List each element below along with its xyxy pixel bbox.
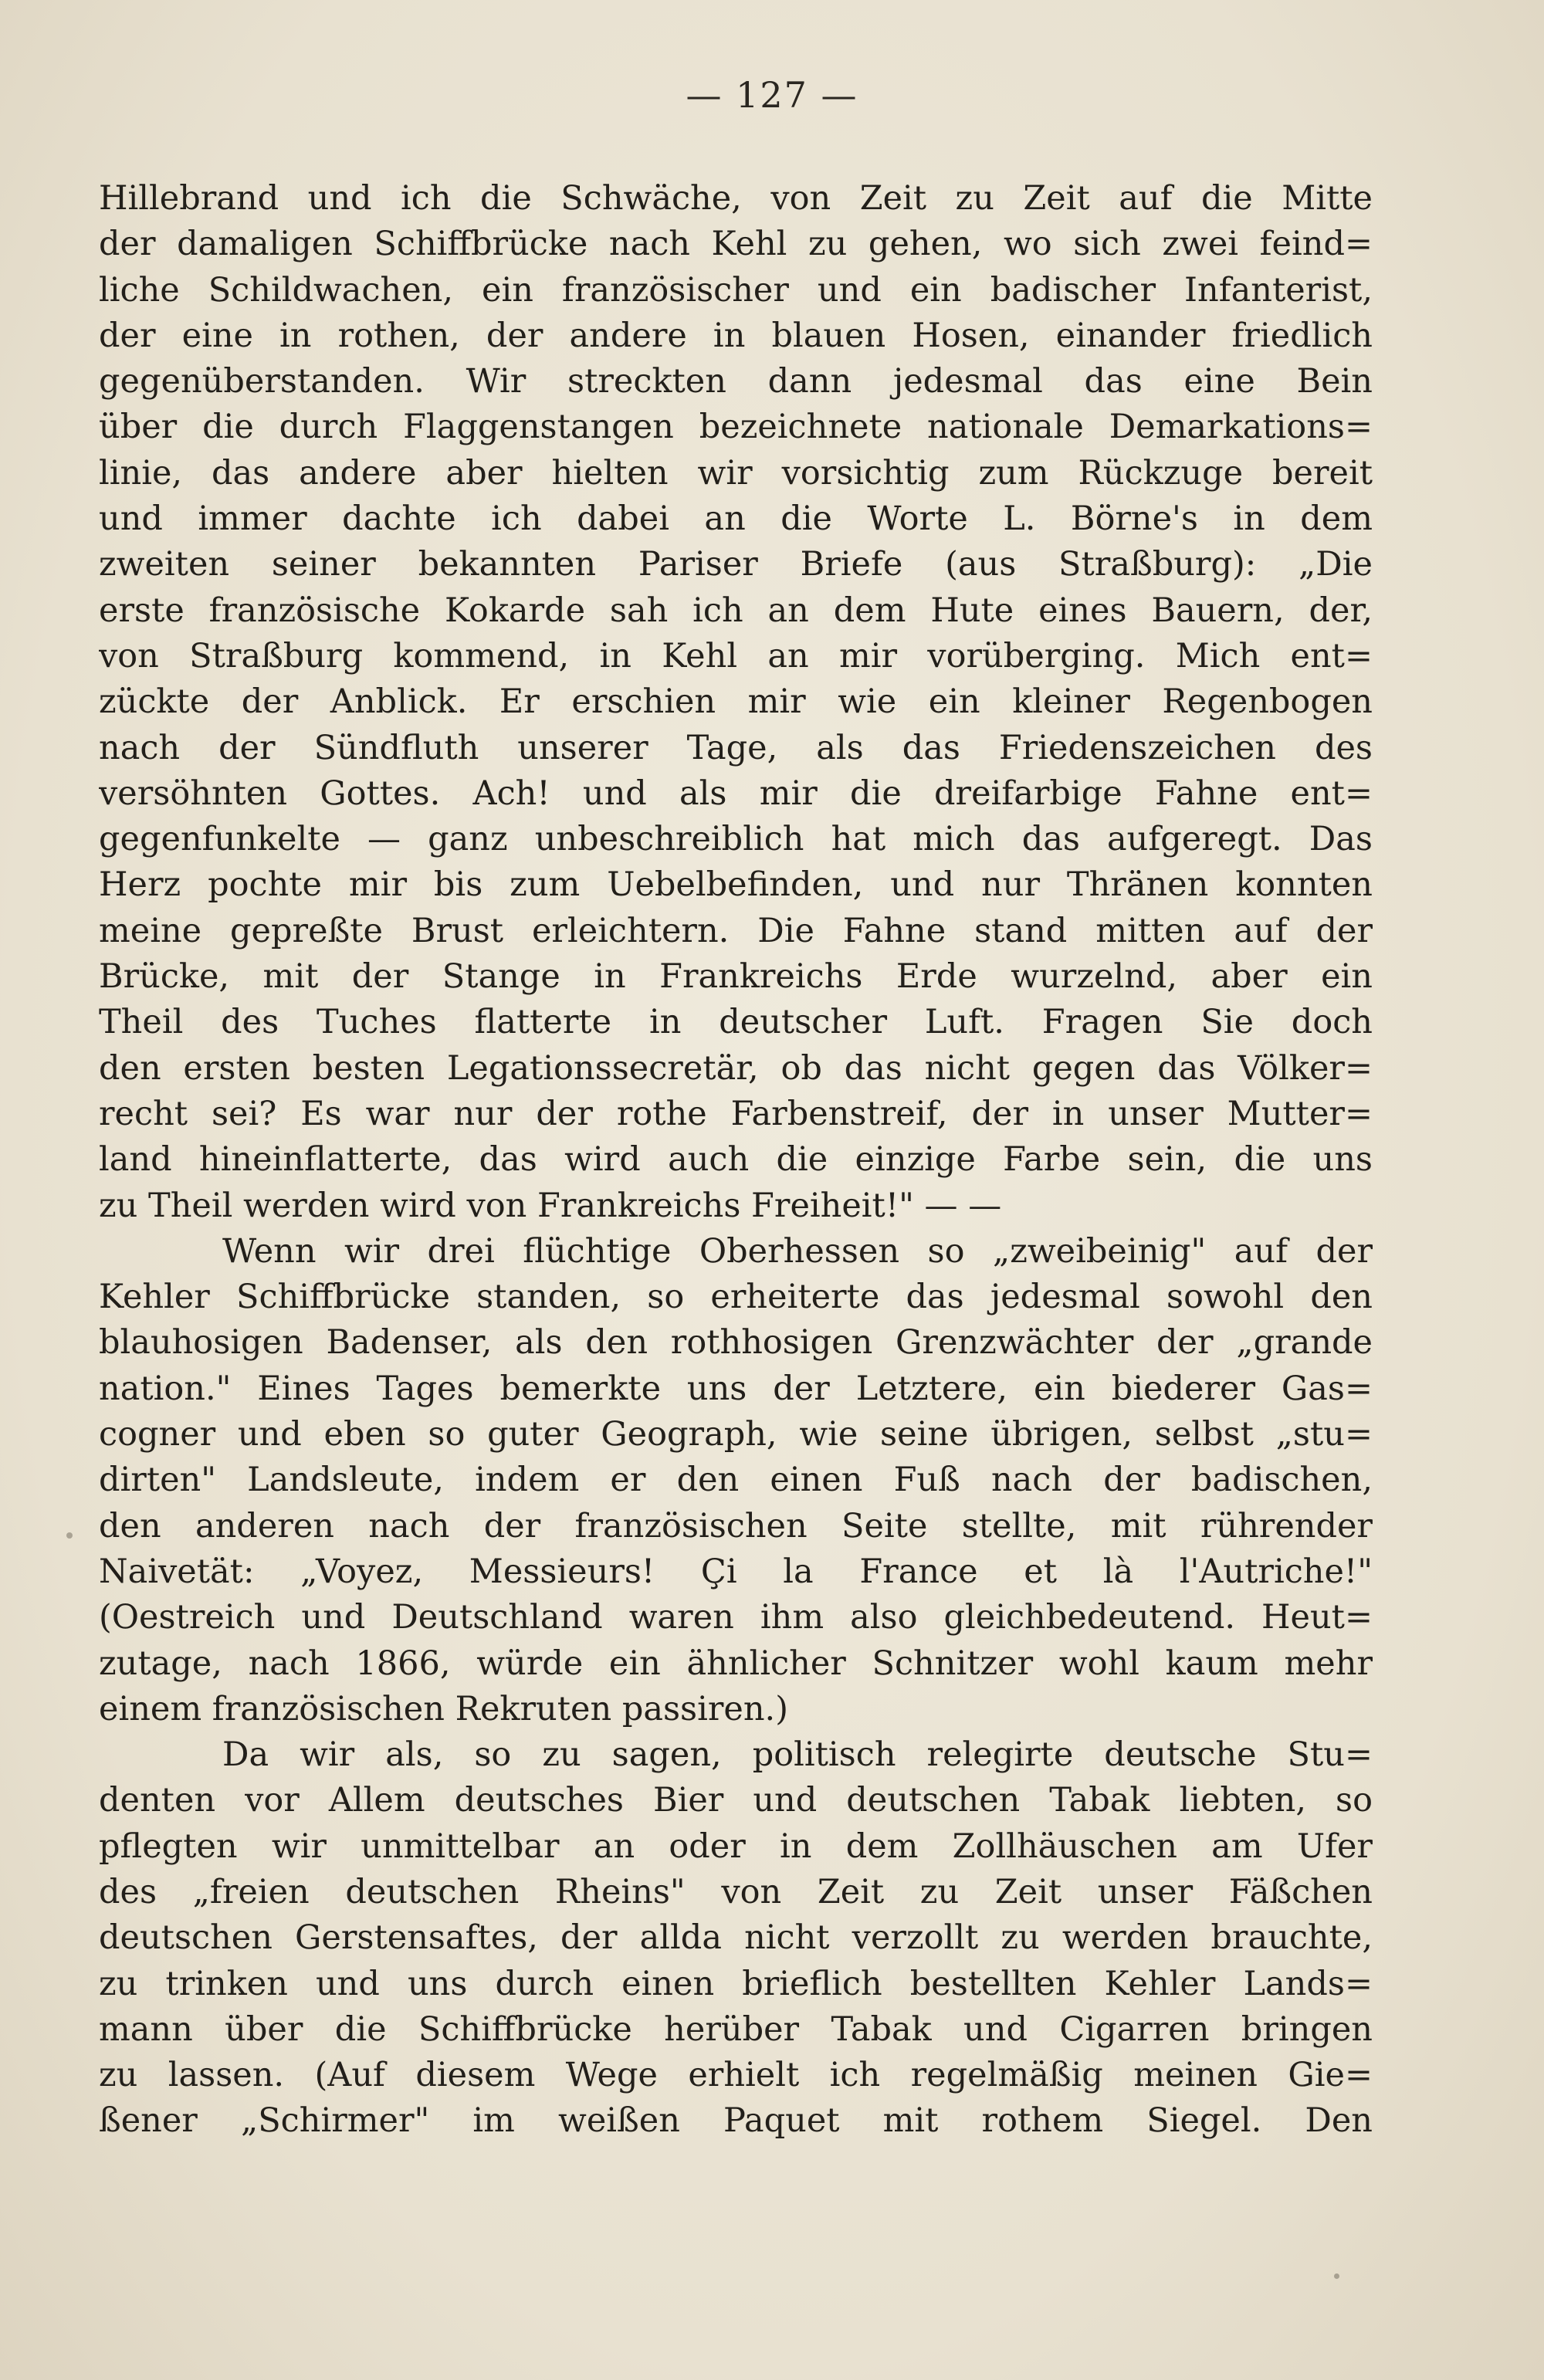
ink-smudge [1334, 2273, 1339, 2279]
text-line: pflegten wir unmittelbar an oder in dem Zollhäuschen am Ufer [99, 1826, 1373, 1866]
text-line: (Oestreich und Deutschland waren ihm also gleichbedeutend. Heut= [99, 1598, 1373, 1637]
text-line: von Straßburg kommend, in Kehl an mir vorüberging. Mich ent= [99, 636, 1373, 675]
text-line: Brücke, mit der Stange in Frankreichs Erde wurzelnd, aber ein [99, 957, 1373, 997]
text-line: zu trinken und uns durch einen brieflich bestellten Kehler Lands= [99, 1964, 1373, 2003]
text-line: liche Schildwachen, ein französischer und ein badischer Infanterist, [99, 270, 1373, 310]
text-line: blauhosigen Badenser, als den rothhosigen Grenzwächter der „grande [99, 1323, 1373, 1363]
text-line: nation." Eines Tages bemerkte uns der Letztere, ein biederer Gas= [99, 1369, 1373, 1408]
text-line: versöhnten Gottes. Ach! und als mir die dreifarbige Fahne ent= [99, 774, 1373, 813]
text-line: zu lassen. (Auf diesem Wege erhielt ich regelmäßig meinen Gie= [99, 2056, 1373, 2095]
text-line: gegenfunkelte — ganz unbeschreiblich hat mich das aufgeregt. Das [99, 820, 1373, 859]
text-line: Herz pochte mir bis zum Uebelbefinden, und nur Thränen konnten [99, 865, 1373, 905]
text-line: linie, das andere aber hielten wir vorsichtig zum Rückzuge bereit [99, 453, 1373, 493]
text-line: zweiten seiner bekannten Pariser Briefe (aus Straßburg): „Die [99, 545, 1373, 584]
text-line: des „freien deutschen Rheins" von Zeit zu Zeit unser Fäßchen [99, 1872, 1373, 1911]
text-line: Hillebrand und ich die Schwäche, von Zeit zu Zeit auf die Mitte [99, 179, 1373, 218]
text-line: Kehler Schiffbrücke standen, so erheiterte das jedesmal sowohl den [99, 1278, 1373, 1317]
text-line: denten vor Allem deutsches Bier und deutschen Tabak liebten, so [99, 1781, 1373, 1820]
text-line: ßener „Schirmer" im weißen Paquet mit rothem Siegel. Den [99, 2101, 1373, 2141]
text-line: Da wir als, so zu sagen, politisch relegirte deutsche Stu= [222, 1735, 1373, 1775]
text-line: zu Theil werden wird von Frankreichs Freiheit!" — — [99, 1186, 1002, 1225]
body-text [99, 176, 1373, 2145]
text-line: deutschen Gerstensaftes, der allda nicht verzollt zu werden brauchte, [99, 1918, 1373, 1958]
text-line: Theil des Tuches flatterte in deutscher Luft. Fragen Sie doch [99, 1003, 1373, 1042]
text-line: einem französischen Rekruten passiren.) [99, 1689, 789, 1728]
text-line: land hineinflatterte, das wird auch die einzige Farbe sein, die uns [99, 1140, 1373, 1180]
text-line: Naivetät: „Voyez, Messieurs! Çi la France et là l'Autriche!" [99, 1552, 1373, 1591]
text-line: der eine in rothen, der andere in blauen Hosen, einander friedlich [99, 316, 1373, 355]
text-line: cogner und eben so guter Geograph, wie seine übrigen, selbst „stu= [99, 1415, 1373, 1454]
text-line: gegenüberstanden. Wir streckten dann jedesmal das eine Bein [99, 362, 1373, 401]
text-line: Wenn wir drei flüchtige Oberhessen so „zweibeinig" auf der [222, 1231, 1373, 1271]
text-line: recht sei? Es war nur der rothe Farbenstreif, der in unser Mutter= [99, 1094, 1373, 1133]
text-line: mann über die Schiffbrücke herüber Tabak und Cigarren bringen [99, 2009, 1373, 2049]
text-line: den ersten besten Legationssecretär, ob das nicht gegen das Völker= [99, 1048, 1373, 1088]
text-line: und immer dachte ich dabei an die Worte L. Börne's in dem [99, 499, 1373, 539]
text-line: dirten" Landsleute, indem er den einen Fuß nach der badischen, [99, 1461, 1373, 1500]
page-number: — 127 — [686, 74, 858, 116]
text-line: meine gepreßte Brust erleichtern. Die Fahne stand mitten auf der [99, 911, 1373, 950]
text-line: zutage, nach 1866, würde ein ähnlicher Schnitzer wohl kaum mehr [99, 1644, 1373, 1683]
text-line: erste französische Kokarde sah ich an dem Hute eines Bauern, der, [99, 591, 1373, 630]
ink-smudge [66, 1532, 73, 1539]
text-line: den anderen nach der französischen Seite stellte, mit rührender [99, 1506, 1373, 1545]
text-line: über die durch Flaggenstangen bezeichnete nationale Demarkations= [99, 408, 1373, 447]
text-line: der damaligen Schiffbrücke nach Kehl zu gehen, wo sich zwei feind= [99, 225, 1373, 264]
text-line: zückte der Anblick. Er erschien mir wie ein kleiner Regenbogen [99, 682, 1373, 722]
text-line: nach der Sündfluth unserer Tage, als das Friedenszeichen des [99, 728, 1373, 767]
